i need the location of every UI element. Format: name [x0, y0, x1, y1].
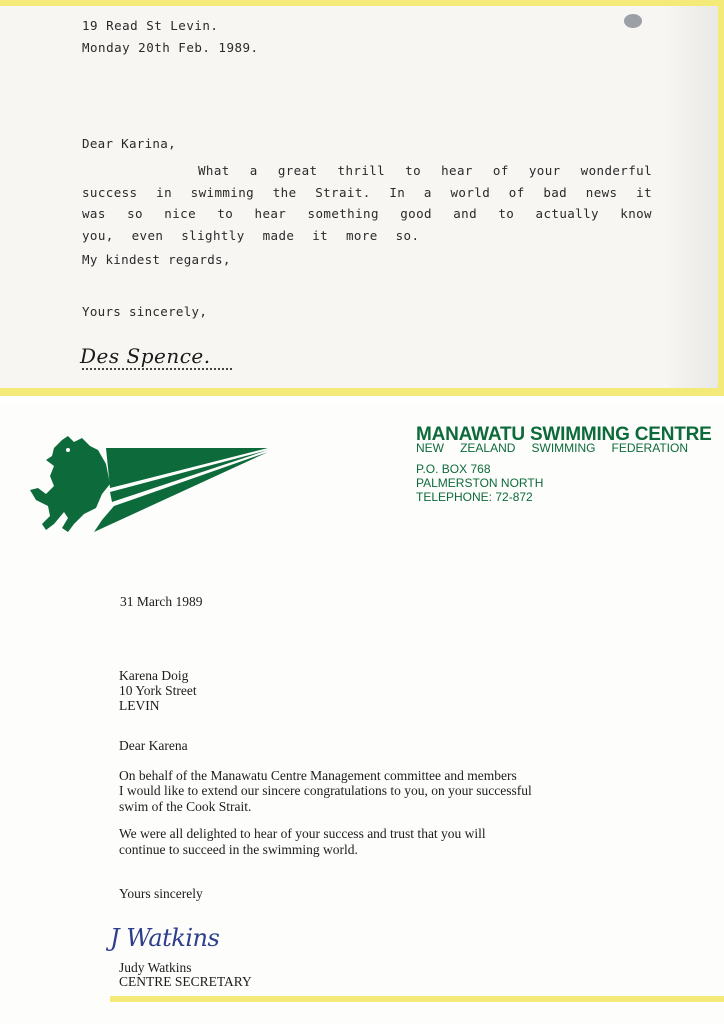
- closing-line: Yours sincerely,: [82, 304, 208, 319]
- signer-title: CENTRE SECRETARY: [119, 974, 252, 989]
- federation-word: FEDERATION: [611, 441, 688, 455]
- sender-address: 19 Read St Levin.: [82, 18, 219, 33]
- body-line: We were all delighted to hear of your success and trust that you will: [119, 826, 486, 841]
- regards-line: My kindest regards,: [82, 252, 231, 267]
- handwritten-letter-des: [0, 0, 724, 396]
- po-box: P.O. BOX 768: [416, 462, 491, 476]
- body-line: continue to succeed in the swimming world.: [119, 842, 358, 857]
- salutation: Dear Karena: [119, 738, 188, 753]
- letter-date: Monday 20th Feb. 1989.: [82, 40, 259, 55]
- pin-mark: [624, 14, 642, 28]
- telephone: TELEPHONE: 72-872: [416, 490, 533, 504]
- federation-word: ZEALAND: [460, 441, 516, 455]
- body-line: swim of the Cook Strait.: [119, 799, 252, 814]
- salutation: Dear Karina,: [82, 136, 176, 151]
- tape-edge: [718, 6, 724, 388]
- city: PALMERSTON NORTH: [416, 476, 544, 490]
- signature-line: [82, 368, 232, 370]
- federation-word: NEW: [416, 441, 444, 455]
- letter-date: 31 March 1989: [120, 594, 203, 609]
- club-letter: [0, 404, 724, 1024]
- recipient-name: Karena Doig: [119, 668, 189, 683]
- closing-line: Yours sincerely: [119, 886, 203, 901]
- federation-word: SWIMMING: [531, 441, 596, 455]
- signer-name: Judy Watkins: [119, 960, 192, 975]
- body-line: I would like to extend our sincere congratulations to you, on your successful: [119, 783, 532, 798]
- signature-judy: J Watkins: [110, 924, 220, 952]
- recipient-street: 10 York Street: [119, 683, 197, 698]
- signature-des: Des Spence.: [80, 344, 211, 368]
- recipient-town: LEVIN: [119, 698, 160, 713]
- page-shadow: [664, 6, 724, 388]
- organisation-name: MANAWATU SWIMMING CENTRE: [416, 424, 712, 445]
- federation-line: [416, 441, 688, 455]
- horse-logo-icon: [24, 428, 274, 532]
- body-line: On behalf of the Manawatu Centre Management committee and members: [119, 768, 517, 783]
- tape-strip: [110, 996, 724, 1002]
- letter-body: What a great thrill to hear of your wonderful success in swimming the Strait. In a world of bad news it was so nice to hear something good and to actually know you, even slightly made it more so.: [82, 163, 652, 243]
